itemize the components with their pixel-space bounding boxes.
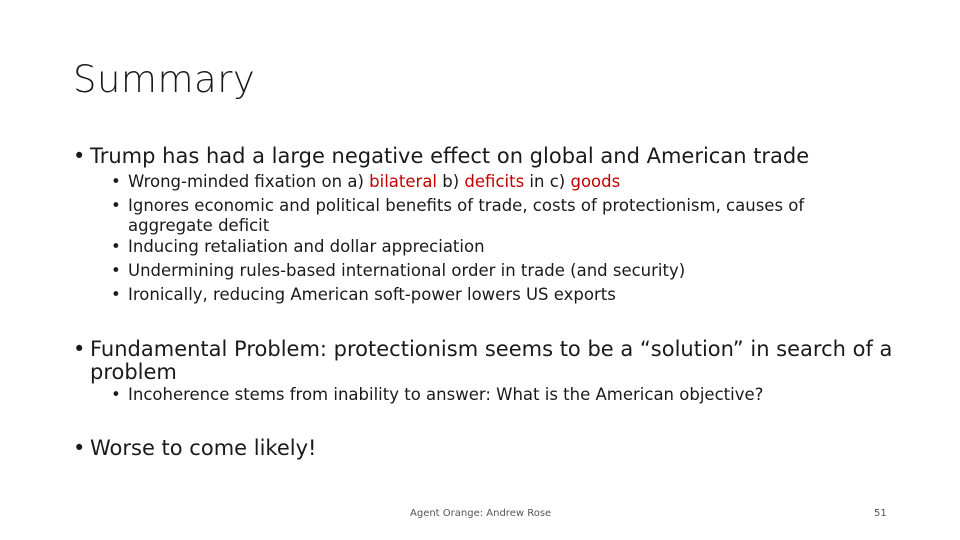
sub-bullet-retaliation	[111, 237, 871, 257]
highlight-deficits: deficits	[464, 172, 525, 191]
sub-bullet-prefix: Wrong-minded fixation on a)	[128, 172, 370, 191]
sub-bullet-fixation	[111, 172, 871, 192]
bullet-text: Trump has had a large negative effect on global and American trade	[90, 144, 810, 168]
footer-presentation-title: Agent Orange: Andrew Rose	[410, 508, 552, 519]
sub-bullet-dot: •	[111, 237, 121, 256]
sub-bullet-mid1: b)	[437, 172, 465, 191]
sub-bullet-dot: •	[111, 196, 121, 215]
bullet-text: Fundamental Problem: protectionism seems to be a “solution” in search of a problem	[90, 337, 893, 384]
bullet-dot: •	[73, 436, 86, 460]
bullet-trade-effect	[73, 145, 873, 168]
bullet-fundamental-problem	[73, 338, 893, 384]
sub-bullet-dot: •	[111, 172, 121, 191]
sub-bullet-text: Inducing retaliation and dollar appreciation	[128, 237, 485, 256]
sub-bullet-soft-power	[111, 285, 871, 305]
sub-bullet-text: Ironically, reducing American soft-power lowers US exports	[128, 285, 616, 304]
sub-bullet-incoherence	[111, 385, 891, 405]
bullet-dot: •	[73, 337, 86, 361]
page-number: 51	[874, 508, 887, 519]
sub-bullet-dot: •	[111, 261, 121, 280]
sub-bullet-rules-order	[111, 261, 871, 281]
sub-bullet-text: Incoherence stems from inability to answer: What is the American objective?	[128, 385, 764, 404]
sub-bullet-dot: •	[111, 285, 121, 304]
highlight-bilateral: bilateral	[369, 172, 438, 191]
slide-title: Summary	[73, 58, 256, 101]
sub-bullet-text: Undermining rules-based international order in trade (and security)	[128, 261, 686, 280]
bullet-dot: •	[73, 144, 86, 168]
sub-bullet-text	[111, 172, 871, 192]
sub-bullet-mid2: in c)	[524, 172, 571, 191]
bullet-text: Worse to come likely!	[90, 436, 317, 460]
bullet-worse-to-come	[73, 437, 873, 460]
highlight-goods: goods	[570, 172, 621, 191]
sub-bullet-ignores	[111, 196, 871, 236]
sub-bullet-dot: •	[111, 385, 121, 404]
sub-bullet-text: Ignores economic and political benefits of trade, costs of protectionism, causes of aggregate deficit	[128, 196, 805, 235]
